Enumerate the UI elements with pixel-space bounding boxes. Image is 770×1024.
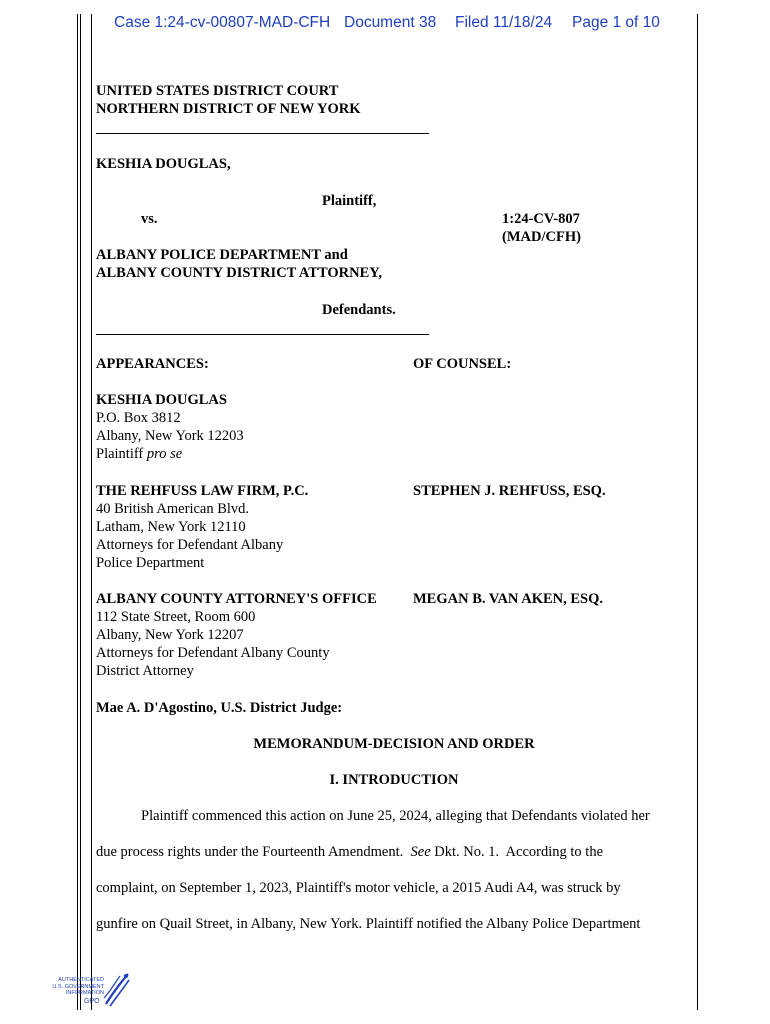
header-case-number: Case 1:24-cv-00807-MAD-CFH <box>114 14 331 31</box>
seal-gpo: GPO <box>84 998 100 1005</box>
right-margin-rule <box>697 14 698 1010</box>
left-margin-rule-outer <box>77 14 78 1010</box>
left-margin-rule-middle <box>80 14 81 1010</box>
caption-divider-top <box>96 133 429 134</box>
firm2-role1: Attorneys for Defendant Albany County <box>96 645 330 661</box>
appearances-heading: APPEARANCES: <box>96 356 209 372</box>
defendants-role: Defendants. <box>322 302 396 318</box>
header-filed-date: Filed 11/18/24 <box>455 14 553 31</box>
judge-name: Mae A. D'Agostino, U.S. District Judge: <box>96 700 343 716</box>
header-page-number: Page 1 of 10 <box>572 14 660 31</box>
case-number: 1:24-CV-807 <box>502 211 580 227</box>
gpo-authentication-seal <box>44 968 134 1012</box>
plaintiff-role: Plaintiff, <box>322 193 377 209</box>
body-line3: complaint, on September 1, 2023, Plaintiff's motor vehicle, a 2015 Audi A4, was struck by <box>96 880 621 896</box>
firm1-role1: Attorneys for Defendant Albany <box>96 537 284 553</box>
firm1-address2: Latham, New York 12110 <box>96 519 246 535</box>
firm2-address1: 112 State Street, Room 600 <box>96 609 256 625</box>
seal-line2: U.S. GOVERNMENT <box>52 983 104 990</box>
signal-see: See <box>410 844 431 860</box>
section-title: I. INTRODUCTION <box>329 772 459 788</box>
court-name-line1: UNITED STATES DISTRICT COURT <box>96 83 339 99</box>
seal-text <box>44 977 104 997</box>
appearance-plaintiff-address2: Albany, New York 12203 <box>96 428 244 444</box>
firm1-name: THE REHFUSS LAW FIRM, P.C. <box>96 483 309 499</box>
defendants-line1: ALBANY POLICE DEPARTMENT and <box>96 247 348 263</box>
firm2-role2: District Attorney <box>96 663 194 679</box>
firm2-address2: Albany, New York 12207 <box>96 627 244 643</box>
left-margin-rule-inner <box>91 14 92 1010</box>
defendants-line2: ALBANY COUNTY DISTRICT ATTORNEY, <box>96 265 383 281</box>
header-document-number: Document 38 <box>344 14 437 31</box>
firm1-counsel: STEPHEN J. REHFUSS, ESQ. <box>413 483 606 499</box>
body-line2-b: Dkt. No. 1. According to the <box>430 844 604 860</box>
seal-line3: INFORMATION <box>65 990 104 997</box>
firm1-role2: Police Department <box>96 555 205 571</box>
eagle-icon <box>102 970 132 1010</box>
court-name-line2: NORTHERN DISTRICT OF NEW YORK <box>96 101 361 117</box>
case-suffix: (MAD/CFH) <box>502 229 581 245</box>
ecf-header <box>114 14 674 34</box>
body-line2-a: due process rights under the Fourteenth Amendment. <box>96 844 411 860</box>
firm2-counsel: MEGAN B. VAN AKEN, ESQ. <box>413 591 604 607</box>
versus: vs. <box>141 211 158 227</box>
firm1-address1: 40 British American Blvd. <box>96 501 250 517</box>
caption-divider-bottom <box>96 334 429 335</box>
firm2-name: ALBANY COUNTY ATTORNEY'S OFFICE <box>96 591 377 607</box>
role-pro-se: pro se <box>146 446 183 462</box>
order-title: MEMORANDUM-DECISION AND ORDER <box>253 736 535 752</box>
plaintiff-name: KESHIA DOUGLAS, <box>96 156 231 172</box>
body-line1: Plaintiff commenced this action on June 25, 2024, alleging that Defendants violated her <box>141 808 650 824</box>
of-counsel-heading: OF COUNSEL: <box>413 356 512 372</box>
seal-line1: AUTHENTICATED <box>58 977 104 983</box>
appearance-plaintiff-name: KESHIA DOUGLAS <box>96 392 227 408</box>
appearance-plaintiff-role <box>96 445 182 463</box>
appearance-plaintiff-address1: P.O. Box 3812 <box>96 410 181 426</box>
body-line2 <box>96 844 603 861</box>
body-line4: gunfire on Quail Street, in Albany, New York. Plaintiff notified the Albany Police Department <box>96 916 641 932</box>
role-prefix: Plaintiff <box>96 446 144 462</box>
